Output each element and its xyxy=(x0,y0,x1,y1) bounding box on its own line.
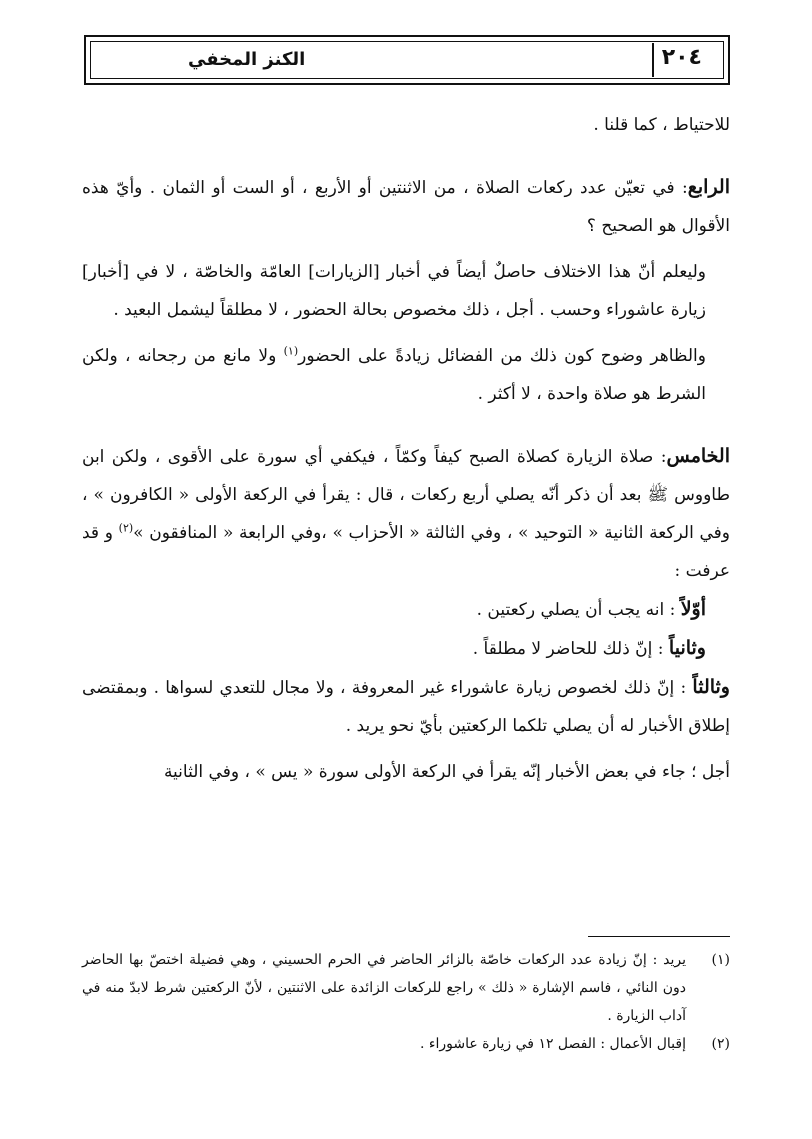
main-text xyxy=(82,106,730,791)
paragraph-text: : إنّ ذلك للحاضر لا مطلقاً . xyxy=(472,639,669,659)
paragraph-2 xyxy=(82,168,730,245)
paragraph-8 xyxy=(82,668,730,745)
paragraph-text: : انه يجب أن يصلي ركعتين . xyxy=(476,600,681,620)
paragraph-text: ولا مانع من رجحانه ، ولكن الشرط هو صلاة واحدة ، لا أكثر . xyxy=(82,346,706,404)
paragraph-9: أجل ؛ جاء في بعض الأخبار إنّه يقرأ في الركعة الأولى سورة « يس » ، وفي الثانية xyxy=(163,762,730,782)
paragraph-text: : صلاة الزيارة كصلاة الصبح كيفاً وكمّاً ، فيكفي أي سورة على الأقوى ، ولكن ابن طاووس ﷺ بعد أن ذكر أنّه يصلي أربع ركعات ، قال : يقرأ في الركعة الأولى « الكافرون » ، وفي الركعة الثانية « التوحيد » ، وفي الثالثة « الأحزاب » ،وفي الرابعة « المنافقون » xyxy=(82,447,730,543)
heading-keyword: الخامس xyxy=(666,445,730,467)
header-divider xyxy=(652,43,654,77)
paragraph-4 xyxy=(82,337,730,413)
point-keyword: وثالثاً xyxy=(692,676,730,698)
paragraph-5 xyxy=(82,437,730,590)
paragraph-1: للاحتياط ، كما قلنا . xyxy=(593,115,730,135)
paragraph-7 xyxy=(82,629,730,668)
book-title: الكنز المخفي xyxy=(188,49,306,70)
footnote-number: (٢) xyxy=(711,1036,730,1052)
footnote-number: (١) xyxy=(711,952,730,968)
paragraph-text: : إنّ ذلك لخصوص زيارة عاشوراء غير المعروفة ، ولا مجال للتعدي لسواها . وبمقتضى إطلاق الأخبار له أن يصلي تلكما الركعتين بأيّ نحو يريد . xyxy=(82,678,730,736)
paragraph-text: : في تعيّن عدد ركعات الصلاة ، من الاثنتين أو الأربع ، أو الست أو الثمان . وأيّ هذه الأقوال هو الصحيح ؟ xyxy=(82,178,730,236)
point-keyword: وثانياً xyxy=(668,637,706,659)
footnote-ref-1[interactable]: (١) xyxy=(283,344,299,358)
point-keyword: أوّلاً xyxy=(680,598,706,620)
paragraph-text: و قد عرفت : xyxy=(82,523,730,581)
footnotes xyxy=(82,946,730,1058)
footnote-divider xyxy=(588,936,730,937)
footnote-text: يريد : إنّ زيادة عدد الركعات خاصّة بالزائر الحاضر في الحرم الحسيني ، وهي فضيلة اختصّ بها الحاضر دون النائي ، فاسم الإشارة « ذلك » راجع للركعات الزائدة على الاثنتين ، لأنّ الركعتين شرط لابدّ منه في آداب الزيارة . xyxy=(82,952,686,1024)
heading-keyword: الرابع xyxy=(687,176,730,198)
page-number: ٢٠٤ xyxy=(661,45,702,70)
footnote-1 xyxy=(82,946,730,1030)
footnote-2 xyxy=(82,1030,730,1058)
footnote-text: إقبال الأعمال : الفصل ١٢ في زيارة عاشوراء . xyxy=(419,1036,686,1052)
paragraph-text: والظاهر وضوح كون ذلك من الفضائل زيادةً على الحضور xyxy=(298,346,706,366)
paragraph-6 xyxy=(82,590,730,629)
page-header xyxy=(84,35,730,85)
paragraph-3: وليعلم أنّ هذا الاختلاف حاصلٌ أيضاً في أخبار [الزيارات] العامّة والخاصّة ، لا في [أخبار] زيارة عاشوراء وحسب . أجل ، ذلك مخصوص بحالة الحضور ، لا مطلقاً ليشمل البعيد . xyxy=(82,262,706,320)
footnote-ref-2[interactable]: (٢) xyxy=(118,521,134,535)
